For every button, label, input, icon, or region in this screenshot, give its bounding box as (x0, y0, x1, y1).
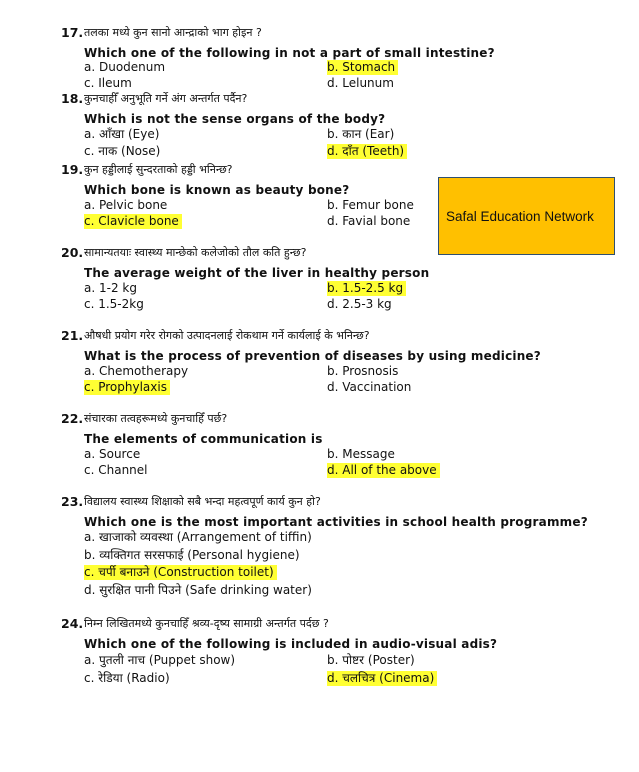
option-d-answer: d. All of the above (327, 463, 440, 478)
option-b: b. Prosnosis (327, 364, 399, 378)
option-b-answer: b. 1.5-2.5 kg (327, 281, 406, 296)
question-text-english: Which is not the sense organs of the body? (84, 112, 386, 126)
question-number: 24. (61, 616, 84, 631)
option-d-answer: d. चलचित्र (Cinema) (327, 671, 437, 686)
option-a: a. पुतली नाच (Puppet show) (84, 653, 236, 667)
option-d: d. Favial bone (327, 214, 411, 228)
option-d: d. Lelunum (327, 76, 394, 90)
option-d: d. Vaccination (327, 380, 412, 394)
option-d: d. सुरक्षित पानी पिउने (Safe drinking water) (84, 583, 312, 597)
question-text-english: Which one is the most important activities in school health programme? (84, 515, 588, 529)
option-c: c. 1.5-2kg (84, 297, 144, 311)
question-text-english: Which bone is known as beauty bone? (84, 183, 350, 197)
question-number: 18. (61, 91, 84, 106)
question-text-english: What is the process of prevention of diseases by using medicine? (84, 349, 541, 363)
option-c-answer: c. Prophylaxis (84, 380, 170, 395)
question-text-nepali: निम्न लिखितमध्ये कुनचाहिँ श्रव्य-दृष्य सामाग्री अन्तर्गत पर्दछ ? (84, 617, 329, 630)
question-number: 17. (61, 25, 84, 40)
question-text-nepali: संचारका तत्वहरूमध्ये कुनचाहिँ पर्छ? (84, 412, 228, 425)
option-d-answer: d. दाँत (Teeth) (327, 144, 407, 159)
question-number: 20. (61, 245, 84, 260)
option-a: a. Source (84, 447, 141, 461)
option-b: b. कान (Ear) (327, 127, 395, 141)
question-text-nepali: सामान्यतयाः स्वास्थ्य मान्छेको कलेजोको तौल कति हुन्छ? (84, 246, 307, 259)
option-d: d. 2.5-3 kg (327, 297, 392, 311)
question-text-nepali: कुन हड्डीलाई सुन्दरताको हड्डी भनिन्छ? (84, 163, 233, 176)
question-text-nepali: विद्यालय स्वास्थ्य शिक्षाको सबै भन्दा महत्वपूर्ण कार्य कुन हो? (84, 495, 321, 508)
question-text-english: Which one of the following is included in audio-visual adis? (84, 637, 498, 651)
option-c: c. रेडिया (Radio) (84, 671, 170, 685)
option-b: b. पोष्टर (Poster) (327, 653, 415, 667)
question-number: 22. (61, 411, 84, 426)
question-text-english: The elements of communication is (84, 432, 323, 446)
question-text-nepali: कुनचाहीँ अनुभूति गर्ने अंग अन्तर्गत पर्दैन? (84, 92, 248, 105)
option-c: c. Ileum (84, 76, 132, 90)
question-number: 19. (61, 162, 84, 177)
option-c-answer: c. Clavicle bone (84, 214, 182, 229)
option-c: c. Channel (84, 463, 148, 477)
option-c-answer: c. चर्पी बनाउने (Construction toilet) (84, 565, 277, 580)
watermark-text: Safal Education Network (446, 208, 594, 224)
question-number: 21. (61, 328, 84, 343)
question-text-english: The average weight of the liver in healthy person (84, 266, 430, 280)
option-a: a. Chemotherapy (84, 364, 189, 378)
option-a: a. Duodenum (84, 60, 166, 74)
watermark-box (438, 177, 615, 255)
question-text-english: Which one of the following in not a part of small intestine? (84, 46, 495, 60)
option-b-answer: b. Stomach (327, 60, 398, 75)
option-a: a. आँखा (Eye) (84, 127, 160, 141)
option-a: a. 1-2 kg (84, 281, 137, 295)
option-a: a. खाजाको व्यवस्था (Arrangement of tiffin) (84, 530, 312, 544)
option-b: b. Message (327, 447, 395, 461)
option-a: a. Pelvic bone (84, 198, 168, 212)
option-b: b. Femur bone (327, 198, 414, 212)
option-c: c. नाक (Nose) (84, 144, 161, 158)
question-text-nepali: तलका मध्ये कुन सानो आन्द्राको भाग होइन ? (84, 26, 262, 39)
question-number: 23. (61, 494, 84, 509)
question-text-nepali: औषधी प्रयोग गरेर रोगको उत्पादनलाई रोकथाम गर्ने कार्यलाई के भनिन्छ? (84, 329, 370, 342)
option-b: b. व्यक्तिगत सरसफाई (Personal hygiene) (84, 548, 300, 562)
